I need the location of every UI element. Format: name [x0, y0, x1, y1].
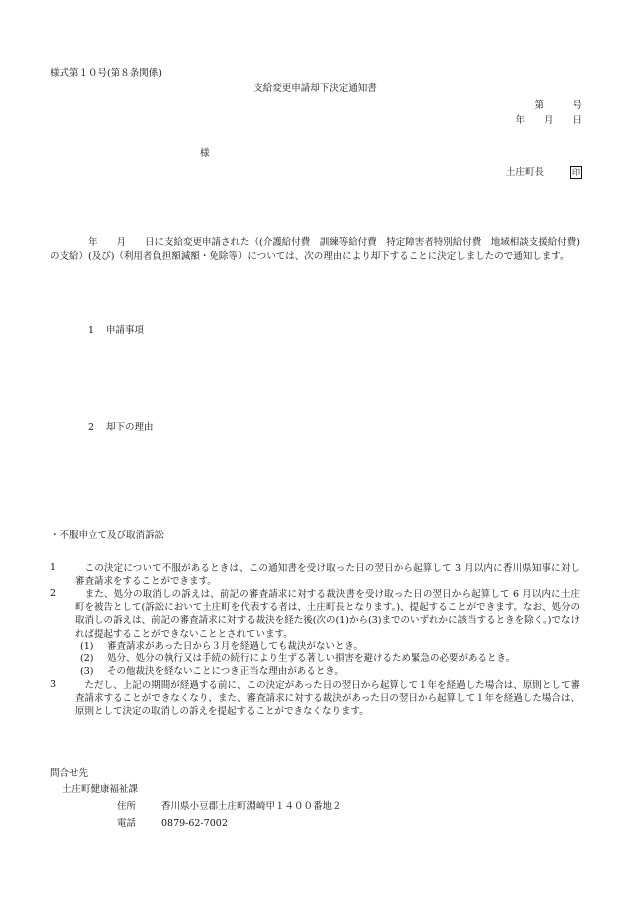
- sender-name: 土庄町長: [505, 167, 544, 178]
- contact-department: 土庄町健康福祉課: [62, 784, 139, 795]
- appeal-subitem-2: [50, 653, 580, 666]
- appeal-item-1-text: この決定について不服があるときは、この通知書を受け取った日の翌日から起算して 3 月以内に香川県知事に対し審査請求をすることができます。: [75, 563, 580, 588]
- contact-heading: 問合せ先: [50, 768, 89, 779]
- contact-address: 香川県小豆郡土庄町淵崎甲１４００番地２: [161, 801, 342, 812]
- section-2-label: 却下の理由: [106, 422, 154, 433]
- section-application-items: [88, 325, 144, 338]
- notice-body: 年 月 日に支給変更申請された（(介護給付費 訓練等給付費 特定障害者特別給付費 地域相談支援給付費)の支給）(及び)（利用者負担額減額・免除等）については、次の理由により却下することに決定しましたので通知します。: [50, 237, 580, 262]
- document-date: 年 月 日: [515, 115, 582, 126]
- appeal-item-3-text: ただし、上記の期間が経過する前に、この決定があった日の翌日から起算して１年を経過した場合は、原則として審査請求することができなくなり、また、審査請求に対する裁決があった日の翌日から起算して１年を経過した場合は、原則として決定の取消しの訴えを提起することができなくなります。: [75, 680, 580, 718]
- appeal-heading: ・不服申立て及び取消訴訟: [50, 530, 165, 541]
- appeal-item-1-number: 1: [50, 562, 57, 573]
- document-title: 支給変更申請却下決定通知書: [253, 83, 377, 94]
- document-number: 第 号: [534, 100, 582, 111]
- seal-mark: 印: [572, 168, 580, 177]
- form-number: 様式第１０号(第８条関係): [50, 68, 162, 79]
- appeal-item-2-text: また、処分の取消しの訴えは、前記の審査請求に対する裁決書を受け取った日の翌日から起算して 6 月以内に土庄町を被告として(訴訟において土庄町を代表する者は、土庄町長となります。)、提起することができます。なお、処分の取消しの訴えは、前記の審査請求に対する裁決を経た後(次の(1)から(3)までのいずれかに該当するときを除く。)でなければ提起することができないこととされています。: [75, 589, 580, 640]
- contact-phone-row: [117, 818, 228, 831]
- contact-phone: 0879-62-7002: [161, 818, 228, 829]
- contact-phone-label: 電話: [117, 818, 137, 829]
- appeal-subitem-3-text: その他裁決を経ないことにつき正当な理由があるとき。: [107, 666, 344, 678]
- contact-address-row: [117, 801, 342, 814]
- appeal-item-3: [50, 679, 580, 718]
- appeal-subitem-1: [50, 641, 580, 654]
- section-rejection-reason: [88, 422, 154, 435]
- sender-block: [506, 166, 582, 180]
- appeal-item-2: [50, 588, 580, 640]
- appeal-item-3-number: 3: [50, 679, 57, 691]
- appeal-subitem-1-number: (1): [80, 640, 94, 652]
- contact-address-label: 住所: [117, 801, 137, 812]
- appeal-list: [50, 562, 580, 718]
- appeal-item-1: [50, 562, 580, 588]
- section-2-number: 2: [88, 422, 95, 433]
- appeal-subitem-2-text: 処分、処分の執行又は手続の続行により生ずる著しい損害を避けるため緊急の必要があるとき。: [107, 653, 516, 665]
- section-1-label: 申請事項: [106, 325, 145, 336]
- appeal-item-2-number: 2: [50, 588, 57, 600]
- appeal-subitem-3: [50, 666, 580, 679]
- appeal-subitem-2-number: (2): [80, 653, 94, 665]
- appeal-subitem-3-number: (3): [80, 666, 94, 678]
- section-1-number: 1: [88, 325, 95, 336]
- addressee-suffix: 様: [200, 148, 210, 159]
- appeal-subitem-1-text: 審査請求があった日から３月を経過しても裁決がないとき。: [107, 640, 364, 652]
